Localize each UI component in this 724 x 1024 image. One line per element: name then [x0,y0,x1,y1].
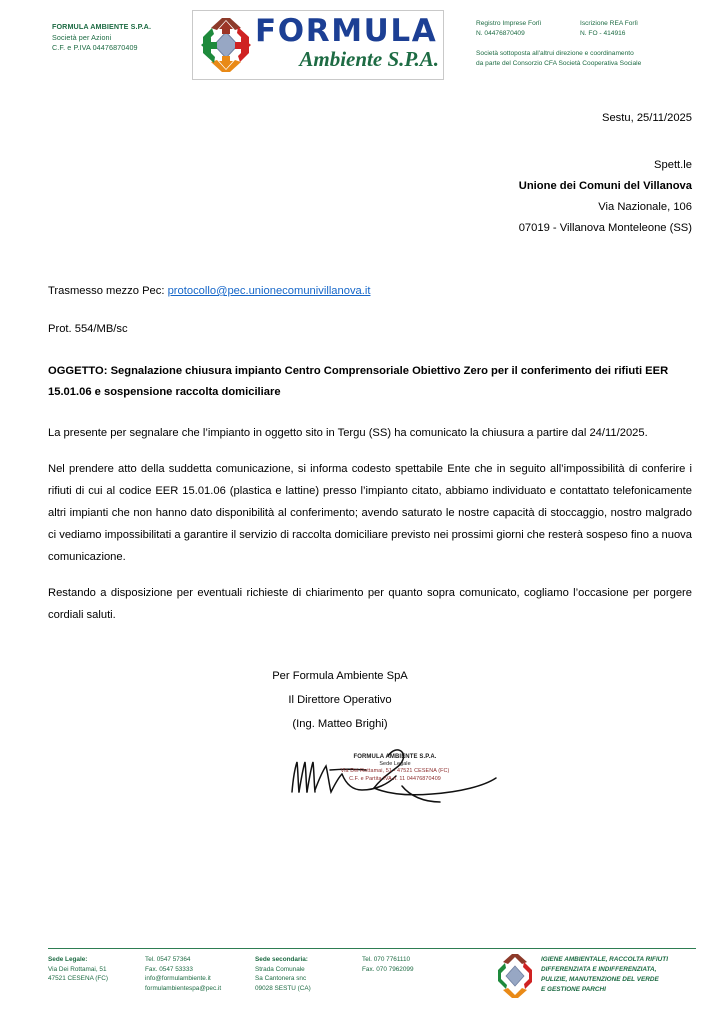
stamp-line-4: C.F. e Partita IVA n. 11 04476870409 [349,775,441,782]
footer-col1-line-2: 47521 CESENA (FC) [48,975,109,983]
rea-label: Iscrizione REA Forlì [580,20,638,27]
protocol-number: Prot. 554/MB/sc [48,323,128,335]
footer-slogan-line-1: IGIENE AMBIENTALE, RACCOLTA RIFIUTI [541,956,668,963]
recipient-salutation: Spett.le [654,159,692,171]
recycling-arrows-icon [197,15,255,75]
company-legal-form: Società per Azioni [52,32,112,42]
rea-number: N. FO - 414916 [580,29,626,37]
signature-name: (Ing. Matteo Brighi) [292,718,388,730]
recipient-city: 07019 - Villanova Monteleone (SS) [518,222,692,234]
transmission-label: Trasmesso mezzo Pec: [48,285,165,297]
paragraph-3: Restando a disposizione per eventuali richieste di chiarimento per quanto sopra comunicato, cogliamo l’occasione per porgere cordiali saluti. [48,587,692,621]
footer-col3-line-2: Sa Cantonera snc [255,975,307,983]
footer-slogan-line-3: PULIZIE, MANUTENZIONE DEL VERDE [541,976,659,983]
company-name: FORMULA AMBIENTE S.P.A. [52,22,152,31]
footer-col2-line-3: info@formulambiente.it [145,975,211,983]
footer-col3-line-1: Strada Comunale [255,965,305,973]
company-logo [192,10,444,80]
logo-subwordmark: Ambiente S.P.A. [299,47,439,71]
footer-col4-line-2: Fax. 070 7962099 [362,965,414,973]
stamp-line-2: Sede Legale [379,761,411,768]
stamp-line-1: FORMULA AMBIENTE S.P.A. [353,754,437,760]
footer-legal-contacts [145,955,255,1003]
logo-wordmark: FORMULA [255,13,438,49]
footer-col2-line-2: Fax. 0547 53333 [145,965,193,973]
company-vat: C.F. e P.IVA 04476870409 [52,43,138,52]
footer-secondary-contacts [362,955,493,1003]
footer-slogan-line-2: DIFFERENZIATA E INDIFFERENZIATA, [541,966,657,973]
registry-label: Registro Imprese Forlì [476,20,542,27]
subject-line: OGGETTO: Segnalazione chiusura impianto Centro Comprensoriale Obiettivo Zero per il conferimento dei rifiuti EER 15.01.06 e sospensione raccolta domiciliare [48,365,669,398]
footer-recycling-arrows-icon [493,953,537,1003]
letter-body [48,96,692,864]
company-stamp [320,754,470,783]
paragraph-2: Nel prendere atto della suddetta comunicazione, si informa codesto spettabile Ente che in seguito all’impossibilità di conferire i rifiuti di cui al codice EER 15.01.06 (plastica e lattine) presso l’impianto citato, abbiamo individuato e contattato telefonicamente altri impianti che non hanno dato disponibilità al conferimento; avendo saturato le nostre capacità di stoccaggio, nostro malgrado ci vediamo impossibilitati a garantire il servizio di raccolta domiciliare previsto nei prossimi giorni che resterà sospeso fino a nuova comunicazione. [48,463,692,563]
transmission-line [48,281,692,302]
footer-slogan-line-4: E GESTIONE PARCHI [541,986,606,993]
footer-secondary-address [255,955,362,1003]
footer-col2-line-1: Tel. 0547 57364 [145,956,191,963]
signature-area [48,744,692,864]
paragraph-1: La presente per segnalare che l’impianto in oggetto sito in Tergu (SS) ha comunicato la chiusura a partire dal 24/11/2025. [48,427,648,439]
stamp-line-3: Via Dei Rottamai, 51 - 47521 CESENA (FC) [340,768,450,775]
page-footer [48,948,696,1003]
recipient-name: Unione dei Comuni del Villanova [518,180,692,192]
registry-note-line-1: Società sottoposta all'altrui direzione e coordinamento [476,50,634,57]
letterhead-company-block [52,22,151,54]
letterhead-registry-block [476,19,706,68]
footer-slogan [537,955,696,1003]
footer-col3-line-3: 09028 SESTU (CA) [255,984,311,992]
registry-number: N. 04476870409 [476,29,525,37]
footer-col4-line-1: Tel. 070 7761110 [362,956,411,963]
footer-legal-address [48,955,145,1003]
footer-col2-line-4: formulambientespa@pec.it [145,984,222,992]
footer-col1-line-1: Via Dei Rottamai, 51 [48,965,107,973]
signature-role: Il Direttore Operativo [288,694,392,706]
footer-col1-title: Sede Legale: [48,956,88,963]
footer-col3-title: Sede secondaria: [255,956,308,963]
signature-block [48,664,692,736]
pec-email-link[interactable]: protocollo@pec.unionecomunivillanova.it [167,285,371,297]
signature-company: Per Formula Ambiente SpA [272,670,408,682]
recipient-address [48,155,692,239]
footer-divider [48,948,696,949]
recipient-street: Via Nazionale, 106 [598,201,692,213]
registry-note-line-2: da parte del Consorzio CFA Società Cooperativa Sociale [476,59,642,67]
place-and-date: Sestu, 25/11/2025 [602,112,692,124]
letterhead [0,0,724,92]
